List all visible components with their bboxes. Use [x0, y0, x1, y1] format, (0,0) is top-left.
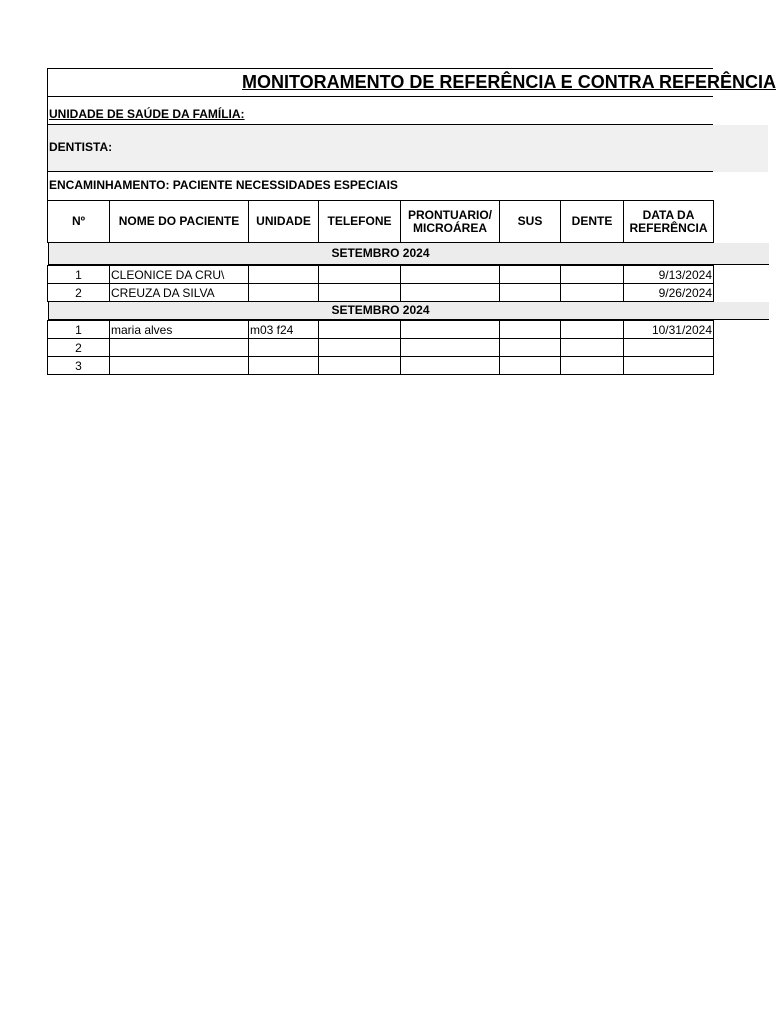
section-label: SETEMBRO 2024 — [331, 303, 430, 317]
cell-sus[interactable] — [500, 321, 561, 339]
col-header-num[interactable]: Nº — [48, 201, 110, 243]
cell-unit[interactable]: m03 f24 — [249, 321, 319, 339]
cell-num[interactable]: 1 — [48, 266, 110, 284]
cell-date[interactable]: 9/13/2024 — [624, 266, 714, 284]
cell-unit[interactable] — [249, 266, 319, 284]
cell-name[interactable]: CREUZA DA SILVA — [110, 284, 249, 302]
cell-sus[interactable] — [500, 284, 561, 302]
cell-sus[interactable] — [500, 357, 561, 375]
table-row — [48, 321, 714, 339]
page-title: MONITORAMENTO DE REFERÊNCIA E CONTRA REFERÊNCIA — [242, 72, 776, 92]
cell-num[interactable]: 2 — [48, 284, 110, 302]
col-header-unit[interactable]: UNIDADE — [249, 201, 319, 243]
section-row — [48, 302, 714, 321]
cell-date[interactable] — [624, 357, 714, 375]
spreadsheet — [47, 68, 776, 375]
title-row — [47, 68, 776, 97]
cell-phone[interactable] — [319, 266, 401, 284]
col-header-record[interactable]: PRONTUARIO/ MICROÁREA — [401, 201, 500, 243]
col-header-phone[interactable]: TELEFONE — [319, 201, 401, 243]
cell-date[interactable]: 9/26/2024 — [624, 284, 714, 302]
section-row — [48, 243, 714, 266]
cell-name[interactable]: maria alves — [110, 321, 249, 339]
cell-sus[interactable] — [500, 266, 561, 284]
referral-row[interactable] — [47, 172, 713, 200]
cell-phone[interactable] — [319, 284, 401, 302]
header-row — [48, 201, 714, 243]
col-header-tooth[interactable]: DENTE — [561, 201, 624, 243]
table-row — [48, 357, 714, 375]
cell-num[interactable]: 2 — [48, 339, 110, 357]
cell-record[interactable] — [401, 321, 500, 339]
col-header-date[interactable]: DATA DA REFERÊNCIA — [624, 201, 714, 243]
patient-table — [47, 200, 714, 375]
col-header-sus[interactable]: SUS — [500, 201, 561, 243]
cell-date[interactable]: 10/31/2024 — [624, 321, 714, 339]
cell-unit[interactable] — [249, 339, 319, 357]
cell-record[interactable] — [401, 266, 500, 284]
cell-phone[interactable] — [319, 321, 401, 339]
cell-date[interactable] — [624, 339, 714, 357]
cell-tooth[interactable] — [561, 284, 624, 302]
table-row — [48, 339, 714, 357]
unit-row[interactable] — [47, 97, 713, 125]
cell-unit[interactable] — [249, 284, 319, 302]
cell-tooth[interactable] — [561, 266, 624, 284]
cell-record[interactable] — [401, 339, 500, 357]
cell-tooth[interactable] — [561, 321, 624, 339]
cell-name[interactable]: CLEONICE DA CRU\ — [110, 266, 249, 284]
cell-tooth[interactable] — [561, 339, 624, 357]
cell-sus[interactable] — [500, 339, 561, 357]
cell-record[interactable] — [401, 357, 500, 375]
cell-name[interactable] — [110, 339, 249, 357]
table-row — [48, 284, 714, 302]
cell-unit[interactable] — [249, 357, 319, 375]
cell-record[interactable] — [401, 284, 500, 302]
dentist-row[interactable] — [47, 125, 768, 172]
table-row — [48, 266, 714, 284]
cell-num[interactable]: 1 — [48, 321, 110, 339]
referral-label: ENCAMINHAMENTO: PACIENTE NECESSIDADES ESPECIAIS — [49, 178, 398, 192]
dentist-label: DENTISTA: — [49, 140, 113, 154]
unit-label: UNIDADE DE SAÚDE DA FAMÍLIA: — [49, 107, 245, 121]
cell-name[interactable] — [110, 357, 249, 375]
cell-tooth[interactable] — [561, 357, 624, 375]
cell-phone[interactable] — [319, 339, 401, 357]
col-header-name[interactable]: NOME DO PACIENTE — [110, 201, 249, 243]
section-label: SETEMBRO 2024 — [331, 246, 430, 260]
cell-num[interactable]: 3 — [48, 357, 110, 375]
cell-phone[interactable] — [319, 357, 401, 375]
